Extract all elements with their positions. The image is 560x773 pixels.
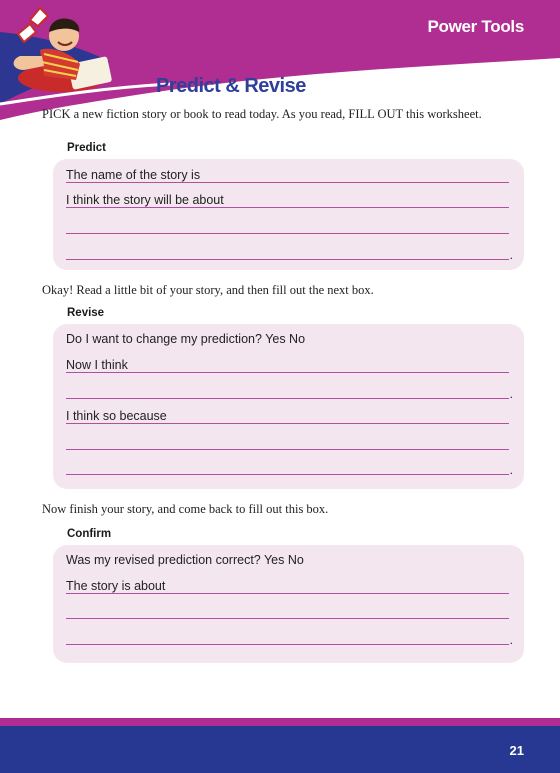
confirm-question [66,549,509,569]
revise-box [53,324,524,489]
revise-blank-line[interactable]: . [66,380,509,400]
section-tag: Power Tools [427,17,524,36]
page-header [0,0,560,120]
revise-blank-line[interactable] [66,431,509,451]
mid-instruction: Okay! Read a little bit of your story, and then fill out the next box. [42,283,374,297]
because-label: I think so because [66,409,167,423]
story-name-field[interactable] [66,164,509,184]
because-field[interactable] [66,405,509,425]
revise-question [66,328,509,348]
revise-blank-line[interactable]: . [66,456,509,476]
confirm-blank-line[interactable] [66,600,509,620]
story-about-label: I think the story will be about [66,193,224,207]
story-is-about-label: The story is about [66,579,166,593]
intro-text: PICK a new fiction story or book to read today. As you read, FILL OUT this worksheet. [42,107,482,121]
revise-label: Revise [67,307,105,319]
page-footer [0,726,560,773]
predict-box [53,159,524,270]
story-is-about-field[interactable] [66,575,509,595]
finish-instruction: Now finish your story, and come back to fill out this box. [42,502,329,516]
confirm-question-label: Was my revised prediction correct? Yes No [66,553,304,567]
now-i-think-field[interactable] [66,354,509,374]
predict-blank-line[interactable]: . [66,241,509,261]
confirm-label: Confirm [67,528,112,540]
footer-stripe [0,718,560,726]
page-number: 21 [509,743,524,758]
confirm-box [53,545,524,663]
page-title: Predict & Revise [156,75,306,97]
story-name-label: The name of the story is [66,168,201,182]
boy-reading-illustration [0,0,130,100]
story-about-field[interactable] [66,189,509,209]
confirm-blank-line[interactable]: . [66,626,509,646]
now-i-think-label: Now I think [66,358,128,372]
predict-label: Predict [67,142,106,154]
predict-blank-line[interactable] [66,215,509,235]
revise-question-label: Do I want to change my prediction? Yes No [66,332,306,346]
